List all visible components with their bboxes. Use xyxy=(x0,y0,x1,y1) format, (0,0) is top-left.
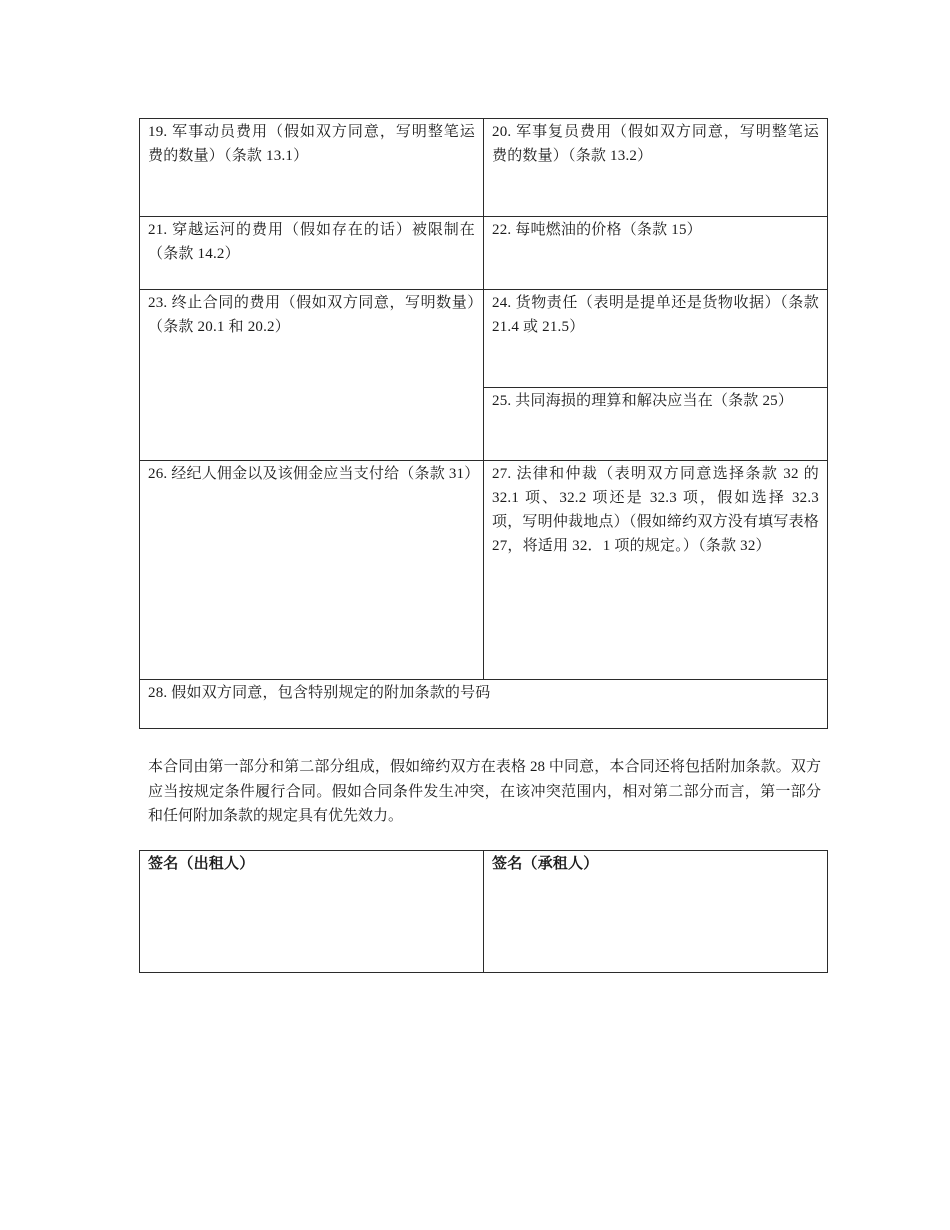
clause-26-cell: 26. 经纪人佣金以及该佣金应当支付给（条款 31） xyxy=(148,466,480,482)
table-divider xyxy=(139,216,828,217)
clause-28-cell: 28. 假如双方同意，包含特别规定的附加条款的号码 xyxy=(148,685,491,701)
clause-22-cell: 22. 每吨燃油的价格（条款 15） xyxy=(492,222,702,238)
owner-signature-label: 签名（出租人） xyxy=(148,856,255,872)
clause-27-cell: 27. 法律和仲裁（表明双方同意选择条款 32 的 32.1 项、32.2 项还是 32.3 项，假如选择 32.3 项，写明仲裁地点）（假如缔约双方没有填写表格 27，将适用 32．1 项的规定。）（条款 32） xyxy=(492,466,819,554)
table-divider xyxy=(139,460,828,461)
charterer-signature-label: 签名（承租人） xyxy=(492,856,599,872)
clause-20-cell: 20. 军事复员费用（假如双方同意，写明整笔运费的数量）（条款 13.2） xyxy=(492,124,819,164)
clause-24-cell: 24. 货物责任（表明是提单还是货物收据）（条款 21.4 或 21.5） xyxy=(492,295,819,335)
clause-19-cell: 19. 军事动员费用（假如双方同意，写明整笔运费的数量）（条款 13.1） xyxy=(148,124,475,164)
table-divider xyxy=(483,387,828,388)
clause-25-cell: 25. 共同海损的理算和解决应当在（条款 25） xyxy=(492,393,794,409)
table-divider xyxy=(483,118,484,680)
contract-composition-paragraph: 本合同由第一部分和第二部分组成，假如缔约双方在表格 28 中同意，本合同还将包括附加条款。双方应当按规定条件履行合同。假如合同条件发生冲突，在该冲突范围内，相对第二部分而言，第一部分和任何附加条款的规定具有优先效力。 xyxy=(148,759,821,824)
table-divider xyxy=(483,850,484,973)
clause-21-cell: 21. 穿越运河的费用（假如存在的话）被限制在（条款 14.2） xyxy=(148,222,475,262)
table-divider xyxy=(139,679,828,680)
table-divider xyxy=(139,289,828,290)
clause-23-cell: 23. 终止合同的费用（假如双方同意，写明数量）（条款 20.1 和 20.2） xyxy=(148,295,475,335)
